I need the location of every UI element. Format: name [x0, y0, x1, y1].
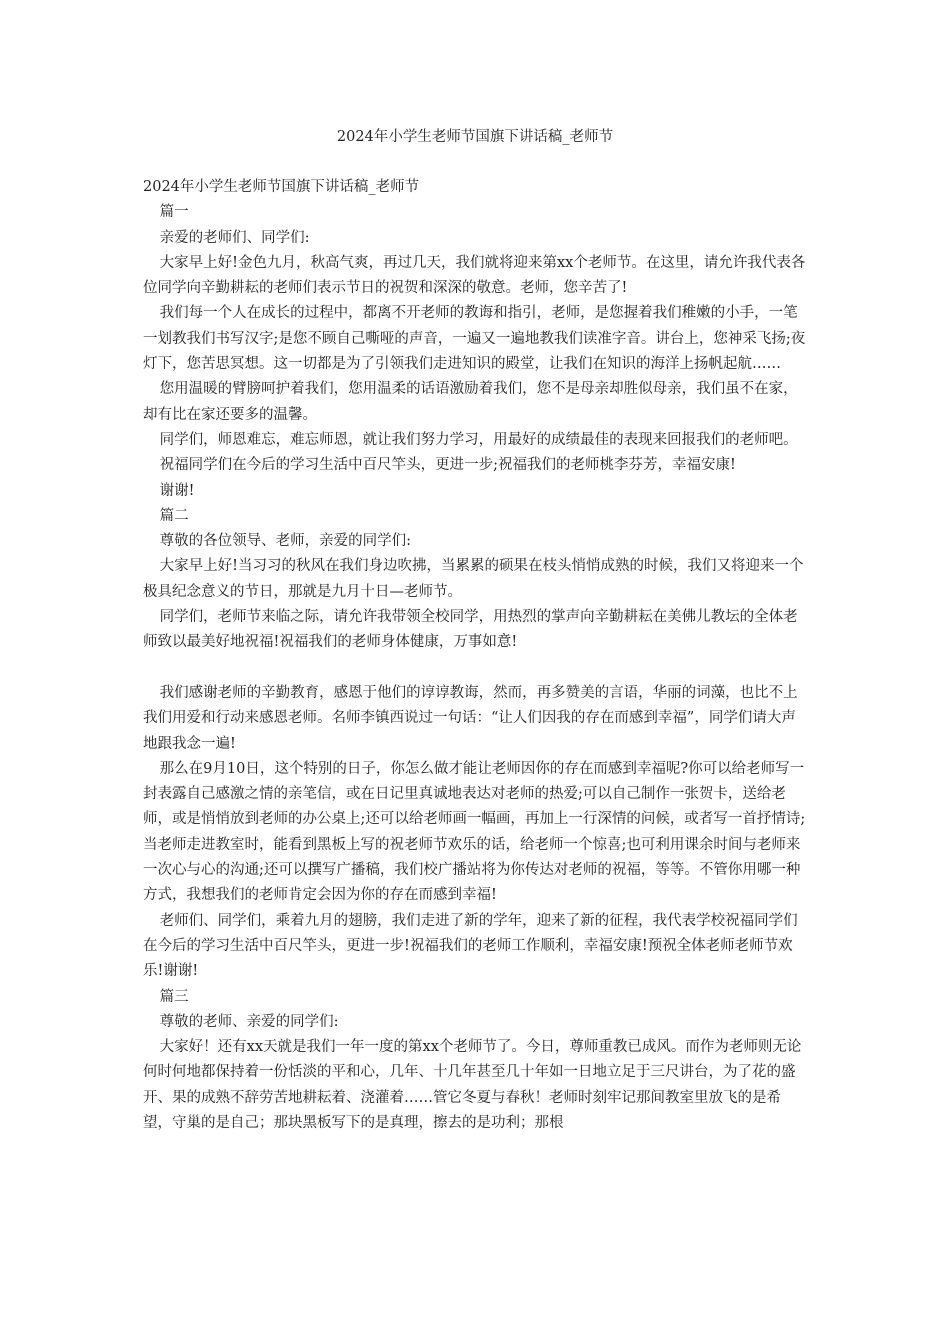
paragraph: 大家早上好!金色九月，秋高气爽，再过几天，我们就将迎来第xx个老师节。在这里，请允许我代表各位同学向辛勤耕耘的老师们表示节日的祝贺和深深的敬意。老师，您辛苦了! [143, 254, 806, 297]
section-heading-1: 篇一 [159, 204, 189, 221]
document-title: 2024年小学生老师节国旗下讲话稿_老师节 [336, 129, 614, 145]
paragraph: 同学们，师恩难忘，难忘师恩，就让我们努力学习，用最好的成绩最佳的表现来回报我们的老师吧。 [159, 431, 798, 448]
section-heading-2: 篇二 [159, 507, 189, 524]
section-heading-3: 篇三 [159, 988, 189, 1005]
paragraph: 祝福同学们在今后的学习生活中百尺竿头，更进一步;祝福我们的老师桃李芬芳，幸福安康! [159, 457, 736, 474]
document-body [143, 175, 808, 1136]
closing-thanks: 谢谢! [159, 482, 195, 499]
salutation: 亲爱的老师们、同学们: [159, 229, 310, 246]
paragraph: 老师们、同学们，乘着九月的翅膀，我们走进了新的学年，迎来了新的征程，我代表学校祝福同学们在今后的学习生活中百尺竿头，更进一步!祝福我们的老师工作顺利，幸福安康!预祝全体老师老师节欢乐!谢谢! [143, 912, 798, 980]
paragraph: 大家早上好!当习习的秋风在我们身边吹拂，当累累的硕果在枝头悄悄成熟的时候，我们又将迎来一个极具纪念意义的节日，那就是九月十日—老师节。 [143, 558, 804, 600]
paragraph: 同学们，老师节来临之际，请允许我带领全校同学，用热烈的掌声向辛勤耕耘在美佛儿教坛的全体老师致以最美好地祝福!祝福我们的老师身体健康，万事如意! [143, 609, 798, 651]
paragraph: 您用温暖的臂膀呵护着我们，您用温柔的话语激励着我们，您不是母亲却胜似母亲，我们虽不在家，却有比在家还要多的温馨。 [143, 381, 798, 423]
paragraph: 那么在9月10日，这个特别的日子，你怎么做才能让老师因你的存在而感到幸福呢?你可以给老师写一封表露自己感激之情的亲笔信，或在日记里真诚地表达对老师的热爱;可以自己制作一张贺卡，送给老师，或是悄悄放到老师的办公桌上;还可以给老师画一幅画，再加上一行深情的问候，或者写一首抒情诗;当老师走进教室时，能看到黑板上写的祝老师节欢乐的话，给老师一个惊喜;也可利用课余时间与老师来一次心与心的沟通;还可以撰写广播稿，我们校广播站将为你传达对老师的祝福，等等。不管你用哪一种方式，我想我们的老师肯定会因为你的存在而感到幸福! [143, 760, 806, 904]
salutation: 尊敬的老师、亲爱的同学们: [159, 1013, 339, 1030]
document-subtitle: 2024年小学生老师节国旗下讲话稿_老师节 [143, 179, 420, 195]
salutation: 尊敬的各位领导、老师，亲爱的同学们: [159, 533, 412, 550]
paragraph: 我们感谢老师的辛勤教育，感恩于他们的谆谆教诲，然而，再多赞美的言语，华丽的词藻，也比不上我们用爱和行动来感恩老师。名师李镇西说过一句话：“让人们因我的存在而感到幸福”，同学们请大声地跟我念一遍! [143, 684, 798, 752]
paragraph: 我们每一个人在成长的过程中，都离不开老师的教诲和指引，老师，是您握着我们稚嫩的小手，一笔一划教我们书写汉字;是您不顾自己嘶哑的声音，一遍又一遍地教我们读准字音。讲台上，您神采飞扬;夜灯下，您苦思冥想。这一切都是为了引领我们走进知识的殿堂，让我们在知识的海洋上扬帆起航…… [143, 305, 806, 373]
paragraph-gap [143, 656, 808, 681]
paragraph: 大家好！还有xx天就是我们一年一度的第xx个老师节了。今日，尊师重教已成风。而作为老师则无论何时何地都保持着一份恬淡的平和心，几年、十几年甚至几十年如一日地立足于三尺讲台，为了花的盛开、果的成熟不辞劳苦地耕耘着、浇灌着……管它冬夏与春秋！老师时刻牢记那间教室里放飞的是希望，守巢的是自己；那块黑板写下的是真理，擦去的是功利；那根 [143, 1039, 802, 1131]
